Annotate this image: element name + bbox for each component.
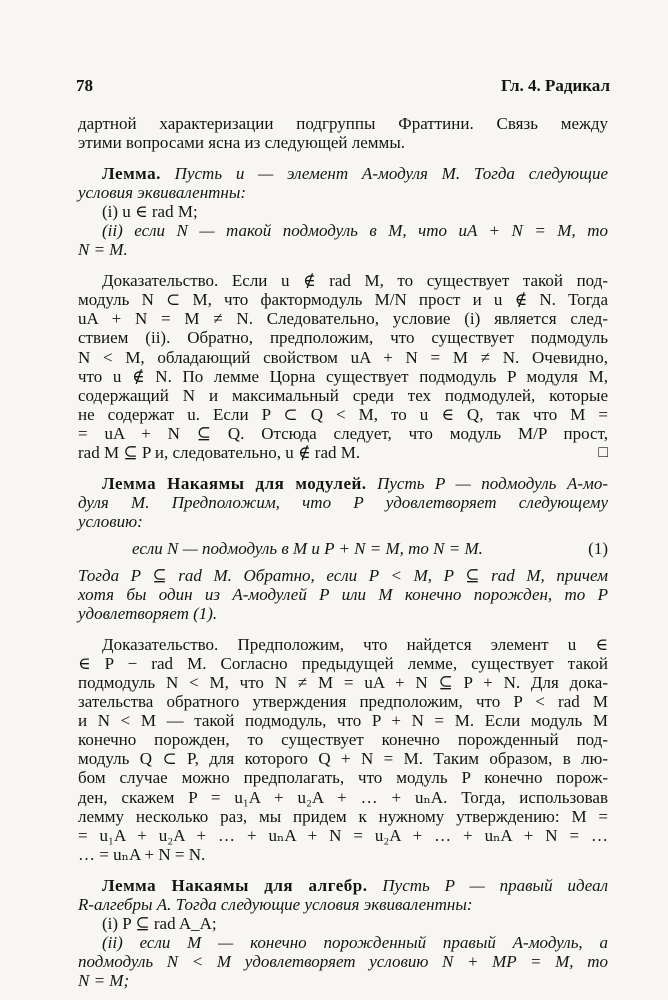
text-line: = u₁A + u₂A + … + uₙA + N = u₂A + … + uₙA + N = … bbox=[78, 825, 608, 845]
text-line: дартной характеризации подгруппы Фраттини. Связь между bbox=[78, 114, 608, 133]
text-line: конечно порожден, то существует конечно порожденный под- bbox=[78, 730, 608, 750]
text-line: бом случае можно предполагать, что модуль P конечно порож- bbox=[78, 768, 608, 788]
text-line: подмодуль N < M удовлетворяет условию N + MP = M, то bbox=[78, 951, 608, 971]
lemma-title: Лемма Накаямы для модулей. bbox=[102, 473, 367, 493]
text-line bbox=[78, 164, 608, 183]
text-line bbox=[78, 876, 608, 895]
page-number: 78 bbox=[76, 76, 93, 95]
lemma-title: Лемма Накаямы для алгебр. bbox=[102, 875, 368, 895]
text-line: … = uₙA + N = N. bbox=[78, 844, 206, 864]
proof-block bbox=[78, 271, 608, 461]
text-line: Доказательство. Предположим, что найдется элемент u ∈ bbox=[102, 635, 608, 655]
text-line: = uA + N ⊆ Q. Отсюда следует, что модуль M/P прост, bbox=[78, 423, 608, 443]
proof-last-line: rad M ⊆ P и, следовательно, u ∉ rad M. bbox=[78, 442, 361, 462]
text-line: этими вопросами ясна из следующей леммы. bbox=[78, 133, 405, 153]
condition-ii: (ii) если M — конечно порожденный правый A-модуль, а bbox=[102, 932, 608, 952]
chapter-title: Гл. 4. Радикал bbox=[501, 76, 610, 95]
text-line: N = M; bbox=[78, 970, 130, 990]
running-header bbox=[76, 76, 610, 100]
text-line: R-алгебры A. Тогда следующие условия эквивалентны: bbox=[78, 894, 473, 914]
text-line: удовлетворяет (1). bbox=[78, 604, 218, 624]
text-line: подмодуль N < M, что N ≠ M = uA + N ⊆ P + N. Для дока- bbox=[78, 673, 608, 693]
text-line: N = M. bbox=[78, 240, 128, 260]
lemma-title: Лемма. bbox=[102, 164, 161, 184]
lemma-nakayama-algebras bbox=[78, 876, 608, 990]
display-equation bbox=[78, 539, 608, 558]
paragraph-intro bbox=[78, 114, 608, 152]
condition-i: (i) P ⊆ rad A_A; bbox=[102, 913, 217, 933]
text-line: Тогда P ⊆ rad M. Обратно, если P < M, P ⊆ rad M, причем bbox=[78, 565, 608, 585]
condition-ii: (ii) если N — такой подмодуль в M, что uA + N = M, то bbox=[102, 221, 608, 241]
proof-block bbox=[78, 635, 608, 864]
text-line: лемму несколько раз, мы придем к нужному утверждению: M = bbox=[78, 806, 608, 826]
text-line bbox=[78, 474, 608, 493]
text-line: и N < M — такой подмодуль, что P + N = M. Если модуль M bbox=[78, 711, 608, 731]
text-line: условия эквивалентны: bbox=[78, 183, 247, 203]
text-line: uA + N = M ≠ N. Следовательно, условие (i) является след- bbox=[78, 309, 608, 329]
text-line: Доказательство. Если u ∉ rad M, то существует такой под- bbox=[102, 271, 608, 291]
text-line: ∈ P − rad M. Согласно предыдущей лемме, существует такой bbox=[78, 654, 608, 674]
page-body bbox=[78, 114, 608, 990]
text-line: N < M, обладающий свойством uA + N = M ≠ N. Очевидно, bbox=[78, 347, 608, 367]
equation-text: если N — подмодуль в M и P + N = M, то N = M. bbox=[132, 538, 483, 558]
text-line: не содержат u. Если P ⊂ Q < M, то u ∈ Q, так что M = bbox=[78, 404, 608, 424]
condition-i: (i) u ∈ rad M; bbox=[102, 202, 198, 222]
text-line: зательства обратного утверждения предположим, что P < rad M bbox=[78, 692, 608, 712]
lemma-text: Пусть u — элемент A-модуля M. Тогда следующие bbox=[174, 164, 608, 184]
text-line: дуля M. Предположим, что P удовлетворяет следующему bbox=[78, 492, 608, 512]
text-line bbox=[78, 443, 608, 462]
text-line: хотя бы один из A-модулей P или M конечно порожден, то P bbox=[78, 585, 608, 605]
lemma-text: Пусть P — правый идеал bbox=[382, 875, 609, 895]
lemma-nakayama-modules bbox=[78, 474, 608, 623]
text-line: содержащий N и максимальный среди тех подмодулей, которые bbox=[78, 385, 608, 405]
text-line: ден, скажем P = u₁A + u₂A + … + uₙA. Тогда, использовав bbox=[78, 787, 608, 807]
lemma-block bbox=[78, 164, 608, 259]
text-line: модуль Q ⊂ P, для которого Q + N = M. Таким образом, в лю- bbox=[78, 749, 608, 769]
text-line: модуль N ⊂ M, что фактормодуль M/N прост и u ∉ N. Тогда bbox=[78, 290, 608, 310]
lemma-text: Пусть P — подмодуль A-мо- bbox=[377, 473, 608, 493]
text-line: ствием (ii). Обратно, предположим, что существует подмодуль bbox=[78, 328, 608, 348]
qed-symbol: □ bbox=[598, 443, 608, 461]
text-line: условию: bbox=[78, 511, 143, 531]
text-line: что u ∉ N. По лемме Цорна существует подмодуль P модуля M, bbox=[78, 366, 608, 386]
equation-number: (1) bbox=[588, 538, 608, 558]
